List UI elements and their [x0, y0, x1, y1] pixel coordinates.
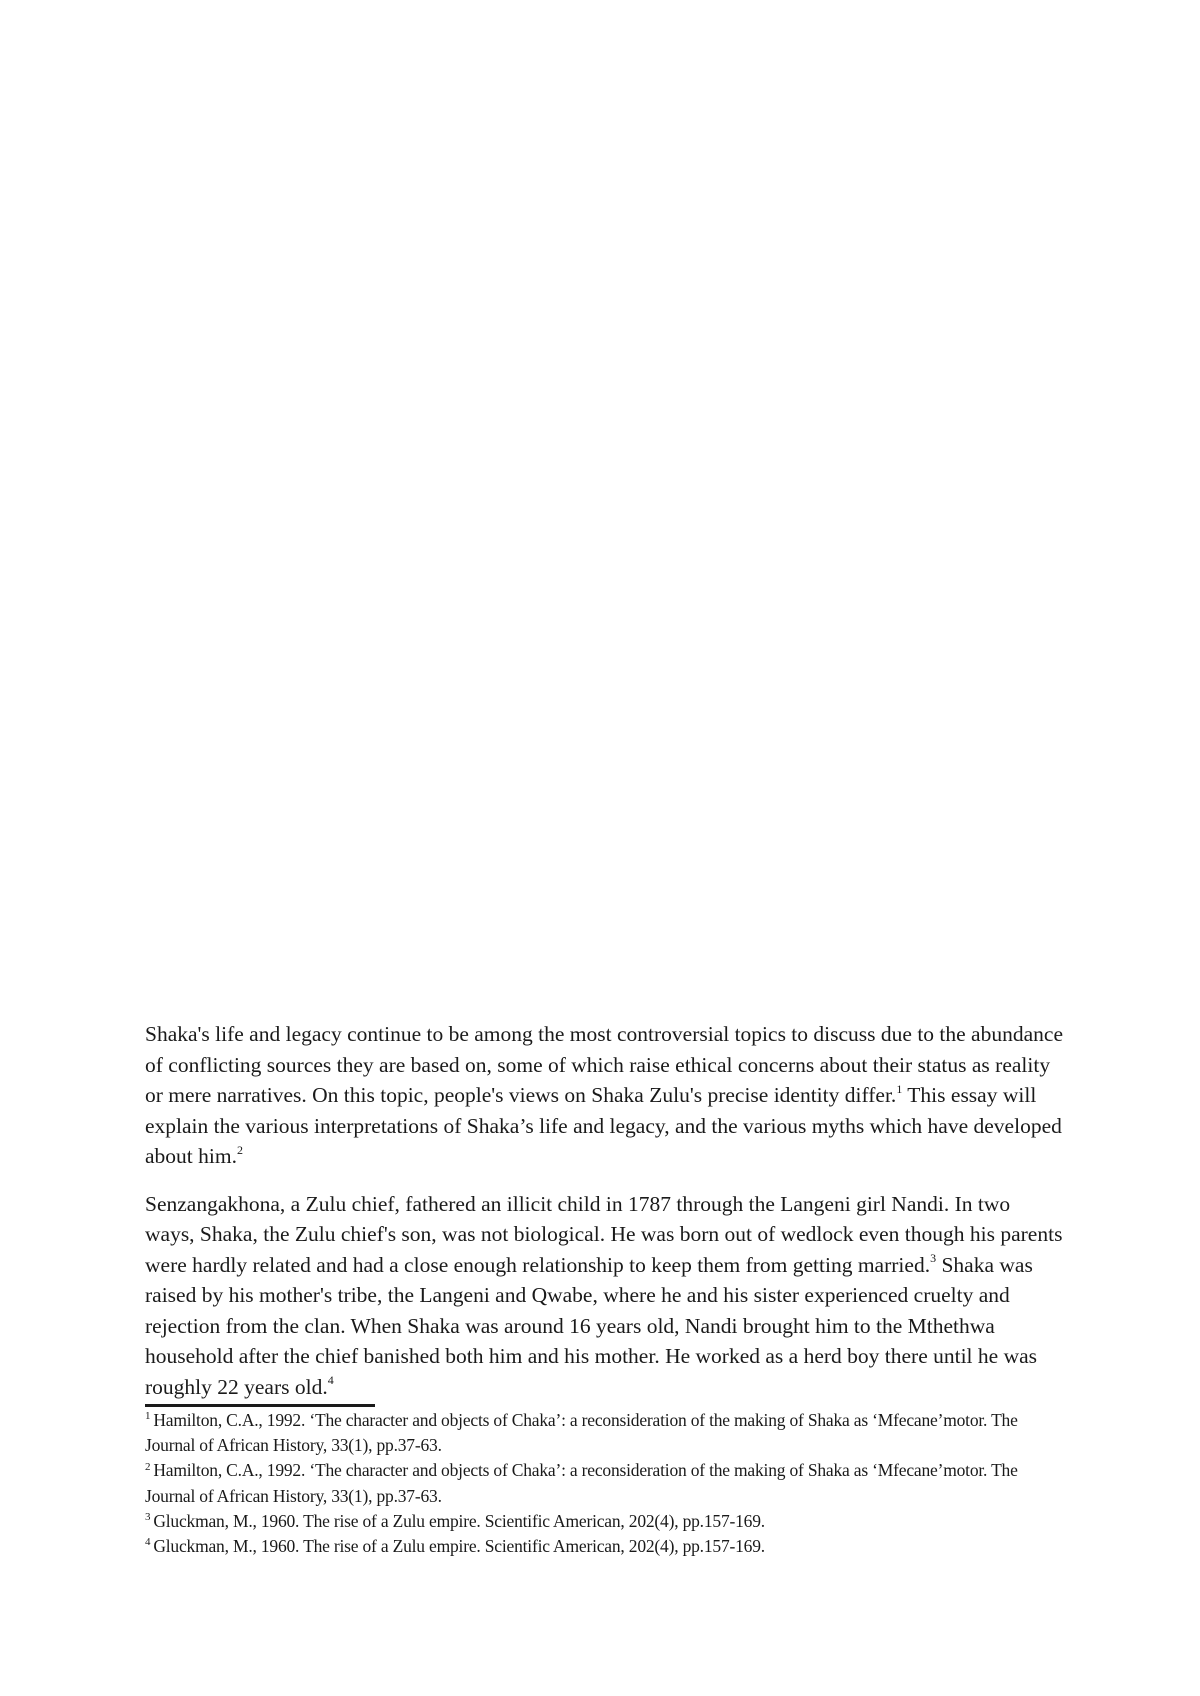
footnote-mark: 3 [145, 1510, 151, 1523]
body-text [145, 1019, 1065, 1419]
footnote-reference[interactable]: 2 [236, 1142, 243, 1157]
footnote-mark: 2 [145, 1460, 151, 1473]
paragraph-text: This essay will explain the various interpretations of Shaka’s life and legacy, and the various myths which have developed about him. [145, 1083, 1062, 1168]
footnote-mark: 4 [145, 1536, 151, 1549]
paragraph-intro [145, 1019, 1065, 1172]
footnote-reference[interactable]: 1 [896, 1081, 903, 1096]
paragraph-text: Shaka's life and legacy continue to be among the most controversial topics to discuss due to the abundance of conflicting sources they are based on, some of which raise ethical concerns about their status as reality or mere narratives. On this topic, people's views on Shaka Zulu's precise identity differ. [145, 1022, 1063, 1107]
footnote [145, 1509, 1065, 1534]
paragraph-text: Senzangakhona, a Zulu chief, fathered an illicit child in 1787 through the Langeni girl Nandi. In two ways, Shaka, the Zulu chief's son, was not biological. He was born out of wedlock even though his parents were hardly related and had a close enough relationship to keep them from getting married. [145, 1191, 1063, 1277]
footnote-mark: 1 [145, 1410, 151, 1423]
footnote-text: Hamilton, C.A., 1992. ‘The character and objects of Chaka’: a reconsideration of the making of Shaka as ‘Mfecane’motor. The Journal of African History, 33(1), pp.37-63. [145, 1460, 1018, 1506]
paragraph-birth [145, 1189, 1065, 1403]
footnote [145, 1408, 1065, 1458]
footnote-reference[interactable]: 3 [930, 1251, 937, 1266]
footnote-separator [145, 1404, 375, 1407]
paragraph-text: Shaka was raised by his mother's tribe, the Langeni and Qwabe, where he and his sister experienced cruelty and rejection from the clan. When Shaka was around 16 years old, Nandi brought him to the Mthethwa household after the chief banished both him and his mother. He worked as a herd boy there until he was roughly 22 years old. [145, 1252, 1038, 1399]
footnote [145, 1534, 1065, 1559]
footnote-text: Gluckman, M., 1960. The rise of a Zulu empire. Scientific American, 202(4), pp.157-169. [153, 1536, 765, 1557]
footnote-text: Gluckman, M., 1960. The rise of a Zulu empire. Scientific American, 202(4), pp.157-169. [153, 1510, 765, 1531]
footnotes [145, 1408, 1065, 1559]
footnote-text: Hamilton, C.A., 1992. ‘The character and objects of Chaka’: a reconsideration of the making of Shaka as ‘Mfecane’motor. The Journal of African History, 33(1), pp.37-63. [145, 1410, 1018, 1456]
footnote [145, 1458, 1065, 1508]
footnote-reference[interactable]: 4 [327, 1373, 334, 1388]
